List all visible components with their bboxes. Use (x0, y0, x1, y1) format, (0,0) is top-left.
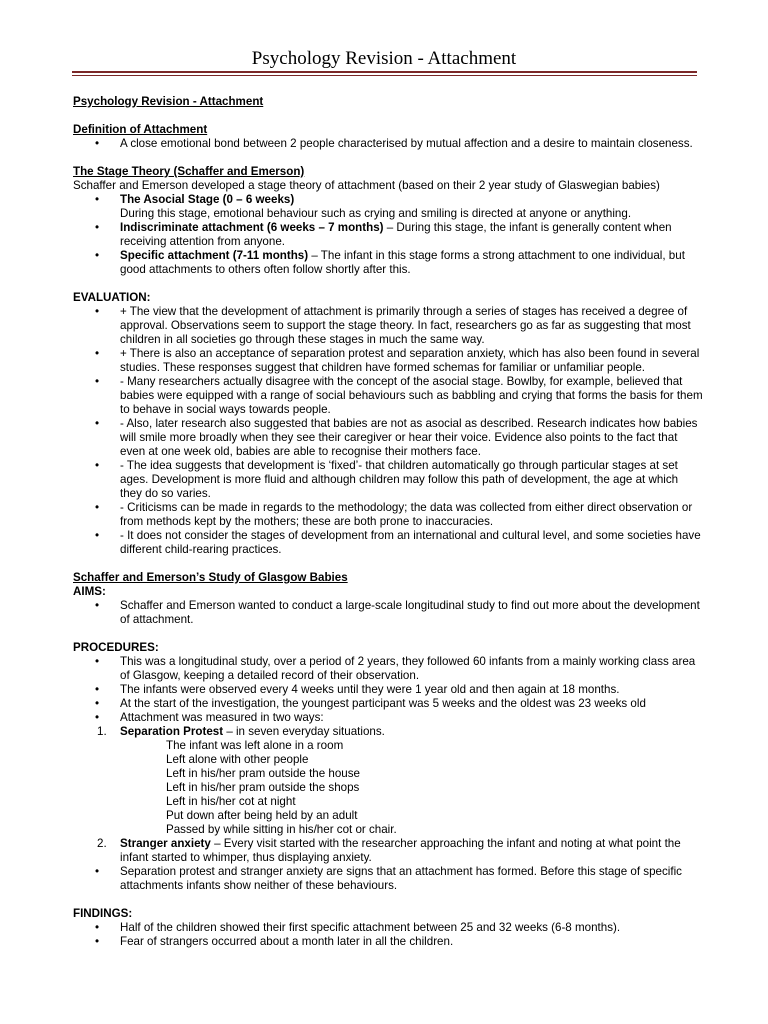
situation-list (73, 739, 703, 837)
page-header-title: Psychology Revision - Attachment (251, 48, 517, 69)
definition-heading: Definition of Attachment (73, 123, 208, 136)
measure-text: – in seven everyday situations. (223, 725, 385, 738)
evaluation-list (73, 305, 703, 557)
list-item: • - Criticisms can be made in regards to the methodology; the data was collected from either direct observation or from methods kept by the mothers; these are both prone to inaccuracies. (73, 501, 703, 529)
list-item: • Half of the children showed their first specific attachment between 25 and 32 weeks (6-8 months). (73, 921, 703, 935)
list-item: • - Also, later research also suggested that babies are not as asocial as described. Research indicates how babies will smile more broadly when they see their caregiver or hear their voice. Evidence also points to the fact that even at one week old, babies are able to recognise their mothers face. (73, 417, 703, 459)
list-item: • The infants were observed every 4 weeks until they were 1 year old and then again at 18 months. (73, 683, 703, 697)
item-number: 2. (97, 837, 107, 850)
list-item: • Schaffer and Emerson wanted to conduct a large-scale longitudinal study to find out more about the development of attachment. (73, 599, 703, 627)
definition-list (73, 137, 703, 151)
procedures-heading: PROCEDURES: (73, 641, 159, 654)
situation-item: Put down after being held by an adult (166, 809, 358, 822)
list-item: • This was a longitudinal study, over a period of 2 years, they followed 60 infants from a mainly working class area of Glasgow, keeping a detailed record of their observation. (73, 655, 703, 683)
findings-list (73, 921, 703, 949)
procedures-list-cont (73, 865, 703, 893)
stage-text: – During this stage, the infant is generally content when receiving attention from anyone. (120, 221, 672, 248)
stage-description: During this stage, emotional behaviour such as crying and smiling is directed at anyone or anything. (120, 207, 632, 220)
list-item (73, 193, 703, 207)
measure-name: Stranger anxiety (120, 837, 211, 850)
list-item (73, 221, 703, 249)
header-rule-thin (72, 75, 697, 76)
situation-item: Left in his/her cot at night (166, 795, 296, 808)
situation-item: The infant was left alone in a room (166, 739, 344, 752)
stage-text: – The infant in this stage forms a strong attachment to one individual, but good attachments to others often follow shortly after this. (120, 249, 685, 276)
numbered-item (73, 725, 703, 739)
evaluation-heading: EVALUATION: (73, 291, 151, 304)
stage-name: The Asocial Stage (0 – 6 weeks) (120, 193, 295, 206)
list-item: • + The view that the development of attachment is primarily through a series of stages has received a degree of approval. Observations seem to support the stage theory. In fact, researchers go as far as suggesting that most children in all societies go through these stages in much the same way. (73, 305, 703, 347)
list-item: • + There is also an acceptance of separation protest and separation anxiety, which has also been found in several studies. These responses suggest that children have formed schemas for familiar or unfamiliar people. (73, 347, 703, 375)
stage-theory-heading: The Stage Theory (Schaffer and Emerson) (73, 165, 305, 178)
situation-item: Left in his/her pram outside the house (166, 767, 360, 780)
measure-name: Separation Protest (120, 725, 224, 738)
list-item: • Fear of strangers occurred about a month later in all the children. (73, 935, 703, 949)
list-item: • Separation protest and stranger anxiety are signs that an attachment has formed. Before this stage of specific attachments infants show neither of these behaviours. (73, 865, 703, 893)
stage-name: Specific attachment (7-11 months) (120, 249, 309, 262)
measure-text: – Every visit started with the researcher approaching the infant and noting at what point the infant started to whimper, thus displaying anxiety. (120, 837, 681, 864)
stage-list (73, 193, 703, 207)
numbered-item (73, 837, 703, 865)
findings-heading: FINDINGS: (73, 907, 133, 920)
situation-item: Left in his/her pram outside the shops (166, 781, 360, 794)
study-heading: Schaffer and Emerson’s Study of Glasgow Babies (73, 571, 348, 584)
measure-list-1 (73, 725, 703, 739)
header-rule-thick (72, 71, 697, 73)
stage-theory-intro: Schaffer and Emerson developed a stage theory of attachment (based on their 2 year study of Glaswegian babies) (73, 179, 660, 192)
list-item: • A close emotional bond between 2 people characterised by mutual affection and a desire to maintain closeness. (73, 137, 703, 151)
stage-name: Indiscriminate attachment (6 weeks – 7 months) (120, 221, 384, 234)
procedures-list (73, 655, 703, 725)
situation-item: Passed by while sitting in his/her cot or chair. (166, 823, 397, 836)
aims-heading: AIMS: (73, 585, 106, 598)
list-item: • - Many researchers actually disagree with the concept of the asocial stage. Bowlby, for example, believed that babies were equipped with a range of social behaviours such as babbling and crying that forms the basis for them to behave in social ways towards people. (73, 375, 703, 417)
list-item: • Attachment was measured in two ways: (73, 711, 703, 725)
item-number: 1. (97, 725, 107, 738)
stage-list-cont (73, 221, 703, 277)
document-body (73, 95, 703, 949)
list-item: • At the start of the investigation, the youngest participant was 5 weeks and the oldest was 23 weeks old (73, 697, 703, 711)
situation-item: Left alone with other people (166, 753, 309, 766)
document-title: Psychology Revision - Attachment (73, 95, 264, 108)
measure-list-2 (73, 837, 703, 865)
list-item: • - It does not consider the stages of development from an international and cultural level, and some societies have different child-rearing practices. (73, 529, 703, 557)
list-item (73, 249, 703, 277)
list-item: • - The idea suggests that development is ‘fixed’- that children automatically go through particular stages at set ages. Development is more fluid and although children may follow this path of development, the age at which they do so varies. (73, 459, 703, 501)
aims-list (73, 599, 703, 627)
